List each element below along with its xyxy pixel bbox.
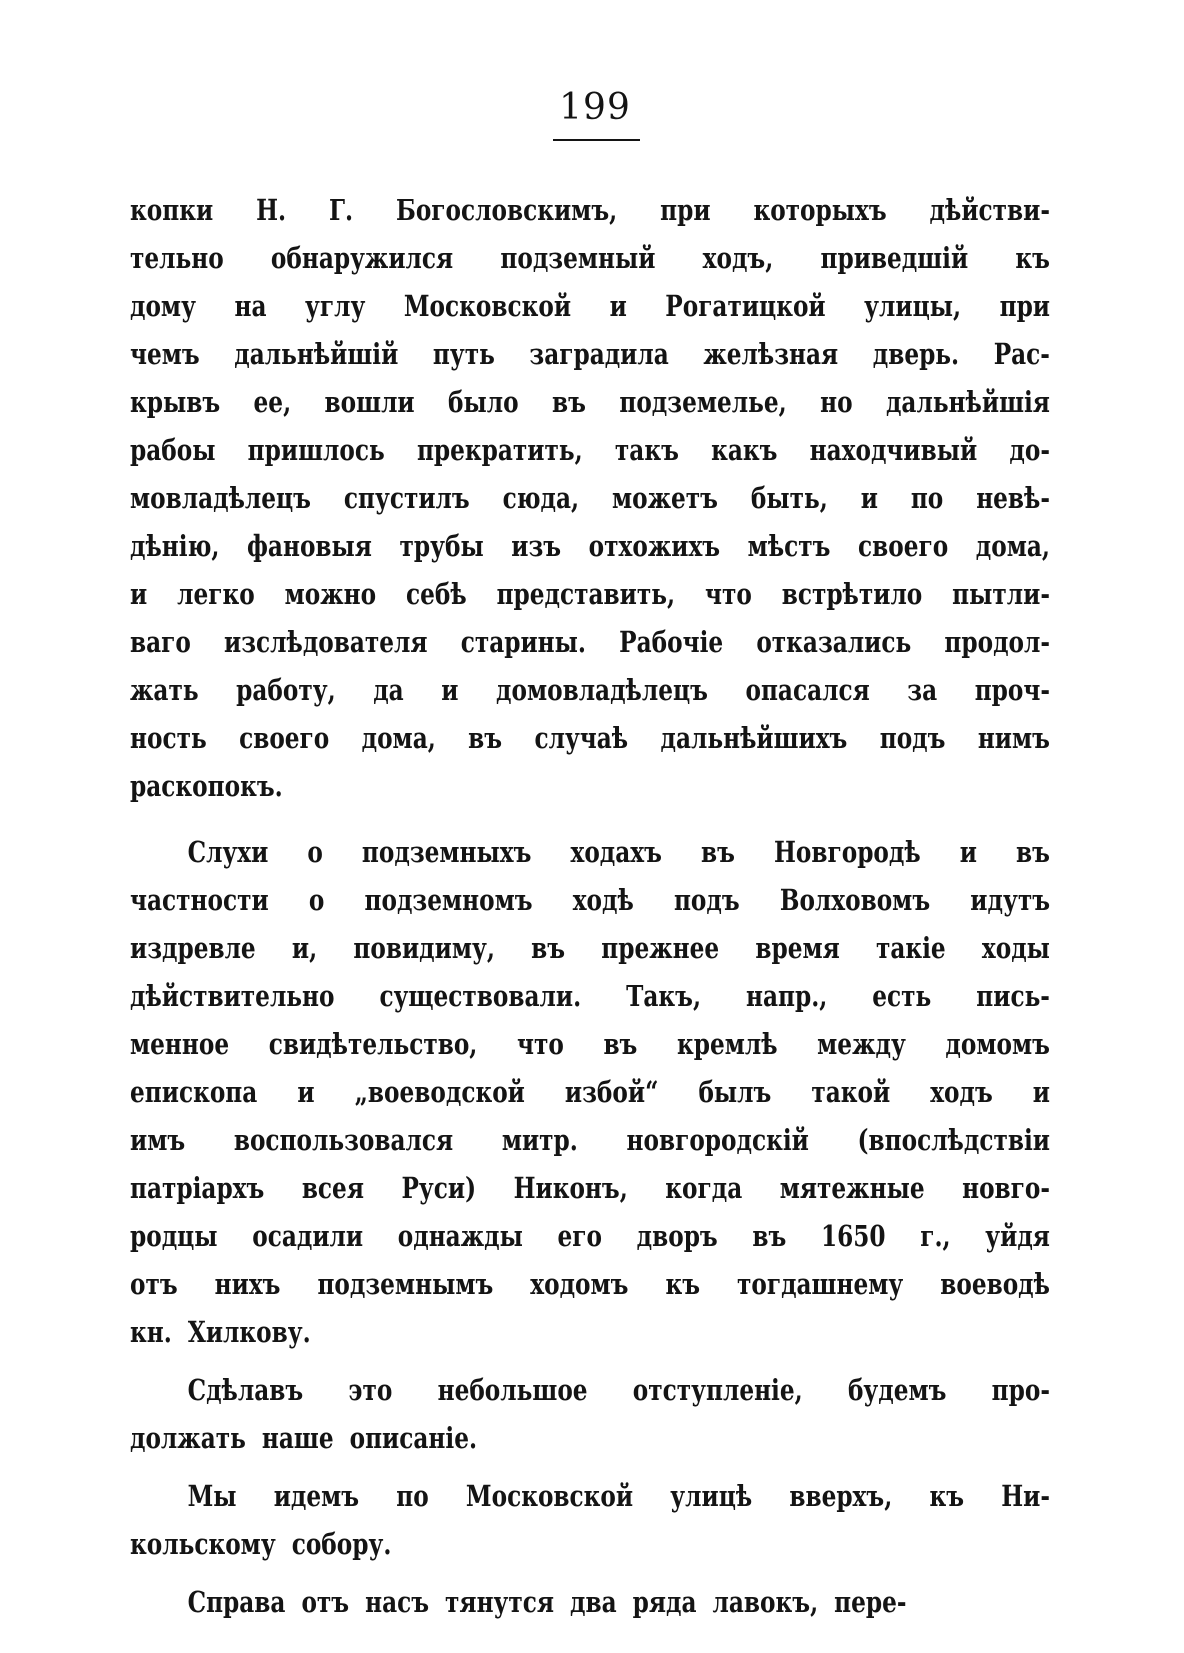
- text-line: крывъ ее, вошли было въ подземелье, но дальнѣйшія: [130, 385, 1050, 419]
- text-line: жать работу, да и домовладѣлецъ опасался за проч-: [130, 673, 1050, 707]
- text-line: дѣнію, фановыя трубы изъ отхожихъ мѣстъ своего дома,: [130, 529, 1050, 563]
- text-line: патріархъ всея Руси) Никонъ, когда мятежные новго-: [130, 1171, 1050, 1205]
- text-line: рабоы пришлось прекратить, такъ какъ находчивый до-: [130, 433, 1050, 467]
- paragraph: [130, 1472, 1050, 1568]
- text-line: епископа и „воеводской избой“ былъ такой ходъ и: [130, 1075, 1050, 1109]
- text-line: мовладѣлецъ спустилъ сюда, можетъ быть, и по невѣ-: [130, 481, 1050, 515]
- text-line: частности о подземномъ ходѣ подъ Волховомъ идутъ: [130, 883, 1050, 917]
- text-line: раскопокъ.: [130, 769, 283, 803]
- text-line: кольскому собору.: [130, 1527, 392, 1561]
- paragraph: [130, 828, 1050, 1356]
- text-line: дому на углу Московской и Рогатицкой улицы, при: [130, 289, 1050, 323]
- text-line: родцы осадили однажды его дворъ въ 1650 г., уйдя: [130, 1219, 1050, 1253]
- text-line: чемъ дальнѣйшій путь заградила желѣзная дверь. Рас-: [130, 337, 1050, 371]
- text-line: издревле и, повидиму, въ прежнее время такіе ходы: [130, 931, 1050, 965]
- text-line: менное свидѣтельство, что въ кремлѣ между домомъ: [130, 1027, 1050, 1061]
- page-number-rule: [553, 139, 640, 141]
- text-line: и легко можно себѣ представить, что встрѣтило пытли-: [130, 577, 1050, 611]
- paragraph: [130, 186, 1050, 810]
- page-number: 199: [559, 87, 631, 128]
- text-line: дѣйствительно существовали. Такъ, напр., есть пись-: [130, 979, 1050, 1013]
- text-line: отъ нихъ подземнымъ ходомъ къ тогдашнему воеводѣ: [130, 1267, 1050, 1301]
- text-line: тельно обнаружился подземный ходъ, приведшій къ: [130, 241, 1050, 275]
- text-line: копки Н. Г. Богословскимъ, при которыхъ дѣйстви-: [130, 193, 1050, 227]
- paragraph: [130, 1366, 1050, 1462]
- text-line: Справа отъ насъ тянутся два ряда лавокъ, пере-: [187, 1585, 907, 1619]
- text-line: Слухи о подземныхъ ходахъ въ Новгородѣ и въ: [187, 835, 1050, 869]
- text-line: кн. Хилкову.: [130, 1315, 311, 1349]
- paragraph: [130, 1578, 1050, 1626]
- body-text: [130, 186, 1050, 1626]
- text-line: Мы идемъ по Московской улицѣ вверхъ, къ Ни-: [187, 1479, 1050, 1513]
- text-line: должать наше описаніе.: [130, 1421, 478, 1455]
- text-line: имъ воспользовался митр. новгородскій (впослѣдствіи: [130, 1123, 1050, 1157]
- text-line: Сдѣлавъ это небольшое отступленіе, будемъ про-: [187, 1373, 1050, 1407]
- text-line: ность своего дома, въ случаѣ дальнѣйшихъ подъ нимъ: [130, 721, 1050, 755]
- text-line: ваго изслѣдователя старины. Рабочіе отказались продол-: [130, 625, 1050, 659]
